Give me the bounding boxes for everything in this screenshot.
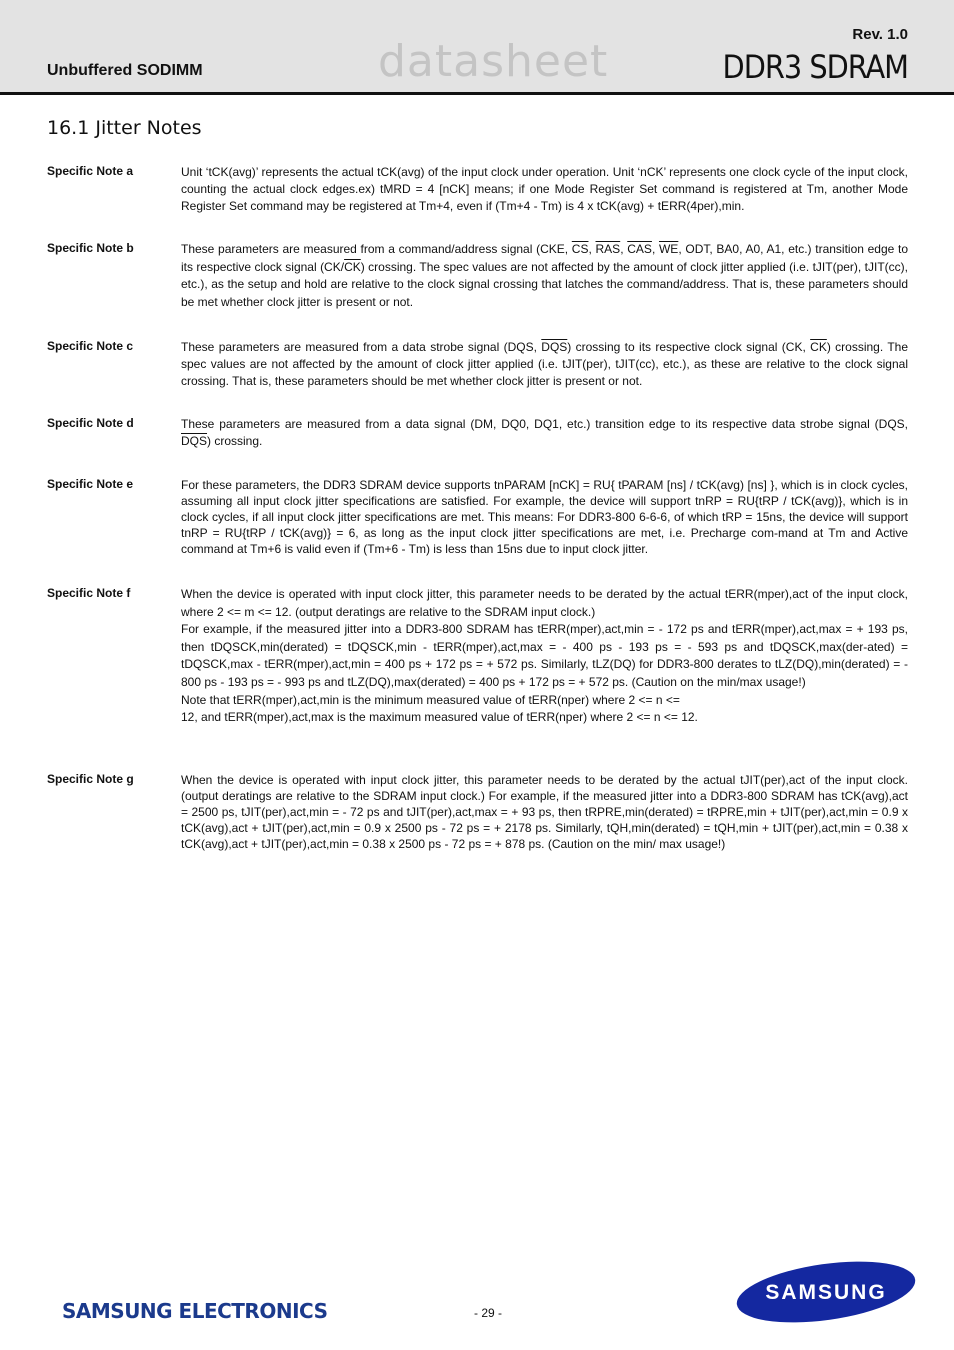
page-number: - 29 - <box>474 1306 503 1320</box>
document-title: DDR3 SDRAM <box>722 48 908 86</box>
note-body: When the device is operated with input clock jitter, this parameter needs to be derated by the actual tERR(mper),act of the input clock, where 2 <= m <= 12. (output deratings are relative to the SDRAM input clock.) For example, if the measured jitter into a DDR3-800 SDRAM has tERR(mper),act,min = - 172 ps and tERR(mper),act,max = + 193 ps, then tDQSCK,min(derated) = tDQSCK,min - tERR(mper),act,max = - 400 ps - 193 ps = - 593 ps and tDQSCK,max(der-ated) = tDQSCK,max - tERR(mper),act,min = 400 ps + 172 ps = + 572 ps. Similarly, tLZ(DQ) for DDR3-800 derates to tLZ(DQ),min(derated) = - 800 ps - 193 ps = - 993 ps and tLZ(DQ),max(derated) = 400 ps + 172 ps = + 572 ps. (Caution on the min/max usage!) Note that tERR(mper),act,min is the minimum measured value of tERR(nper) where 2 <= n <= 12, and tERR(mper),act,max is the maximum measured value of tERR(nper) where 2 <= n <= 12. <box>181 587 908 725</box>
note-b <box>47 241 908 311</box>
note-label: Specific Note a <box>47 164 134 178</box>
note-c <box>47 339 908 390</box>
note-d <box>47 416 908 450</box>
note-body: Unit ‘tCK(avg)’ represents the actual tCK(avg) of the input clock under operation. Unit ‘nCK’ represents one clock cycle of the input clock, counting the actual clock edges.ex) tMRD = 4 [nCK] means; if one Mode Register Set command is registered at Tm, another Mode Register Set command may be registered at Tm+4, even if (Tm+4 - Tm) is 4 x tCK(avg) + tERR(4per),min. <box>181 165 908 213</box>
section-title: 16.1 Jitter Notes <box>47 117 202 139</box>
note-body: These parameters are measured from a data signal (DM, DQ0, DQ1, etc.) transition edge to its respective data strobe signal (DQS, $\overline{DQS}$) crossing. <box>181 417 908 448</box>
note-body: When the device is operated with input clock jitter, this parameter needs to be derated by the actual tJIT(per),act of the input clock. (output deratings are relative to the SDRAM input clock.) For example, if the measured jitter into a DDR3-800 SDRAM has tCK(avg),act = 2500 ps, tJIT(per),act,min = - 72 ps and tJIT(per),act,max = + 93 ps, then tRPRE,min(derated) = tRPRE,min + tJIT(per),act,min = 0.9 x tCK(avg),act + tJIT(per),act,min = 0.9 x 2500 ps - 72 ps = + 2178 ps. Similarly, tQH,min(derated) = tQH,min + tJIT(per),act,min = 0.38 x tCK(avg),act + tJIT(per),act,min = 0.38 x 2500 ps - 72 ps = + 878 ps. (Caution on the min/ max usage!) <box>181 773 908 851</box>
note-body: For these parameters, the DDR3 SDRAM device supports tnPARAM [nCK] = RU{ tPARAM [ns] / tCK(avg) [ns] }, which is in clock cycles, assuming all input clock jitter specifications are satisfied. For example, the device will support tnRP = RU{tRP / tCK(avg)}, which is in clock cycles, if all input clock jitter specifications are met. This means: For DDR3-800 6-6-6, of which tRP = 15ns, the device will support tnRP = RU{tRP / tCK(avg)} = 6, as long as the input clock jitter specifications are met, i.e. Precharge com-mand at Tm and Active command at Tm+6 is valid even if (Tm+6 - Tm) is less than 15ns due to input clock jitter. <box>181 478 908 556</box>
company-name: SAMSUNG ELECTRONICS <box>62 1299 328 1323</box>
watermark-text: datasheet <box>378 36 609 87</box>
note-g <box>47 772 908 852</box>
note-a <box>47 164 908 215</box>
note-e <box>47 477 908 557</box>
note-label: Specific Note e <box>47 477 134 491</box>
note-f <box>47 586 908 727</box>
note-body: These parameters are measured from a command/address signal (CKE, $\overline{CS}$, $\overline{RAS}$, $\overline{CAS}$, $\overline{WE}$, ODT, BA0, A0, A1, etc.) transition edge to its respective clock signal $(CK/\overline{CK})$ crossing. The spec values are not affected by the amount of clock jitter applied (i.e. tJIT(per), tJIT(cc), etc.), as the setup and hold are relative to the clock signal crossing that latches the command/address. That is, these parameters should be met whether clock jitter is present or not. <box>181 242 909 309</box>
note-label: Specific Note f <box>47 586 131 600</box>
svg-text:SAMSUNG: SAMSUNG <box>765 1281 887 1304</box>
page-header <box>0 0 954 95</box>
note-body: These parameters are measured from a data strobe signal (DQS, $\overline{DQS}$) crossing to its respective clock signal (CK, $\overline{CK}$) crossing. The spec values are not affected by the amount of clock jitter applied (i.e. tJIT(per), tJIT(cc), etc.), as these are relative to the clock signal crossing. That is, these parameters should be met whether clock jitter is present or not. <box>181 340 908 388</box>
note-label: Specific Note d <box>47 416 134 430</box>
product-type: Unbuffered SODIMM <box>47 62 203 79</box>
revision-label: Rev. 1.0 <box>852 26 908 43</box>
note-label: Specific Note g <box>47 772 134 786</box>
note-label: Specific Note c <box>47 339 134 353</box>
note-label: Specific Note b <box>47 241 134 255</box>
samsung-logo <box>733 1258 919 1326</box>
